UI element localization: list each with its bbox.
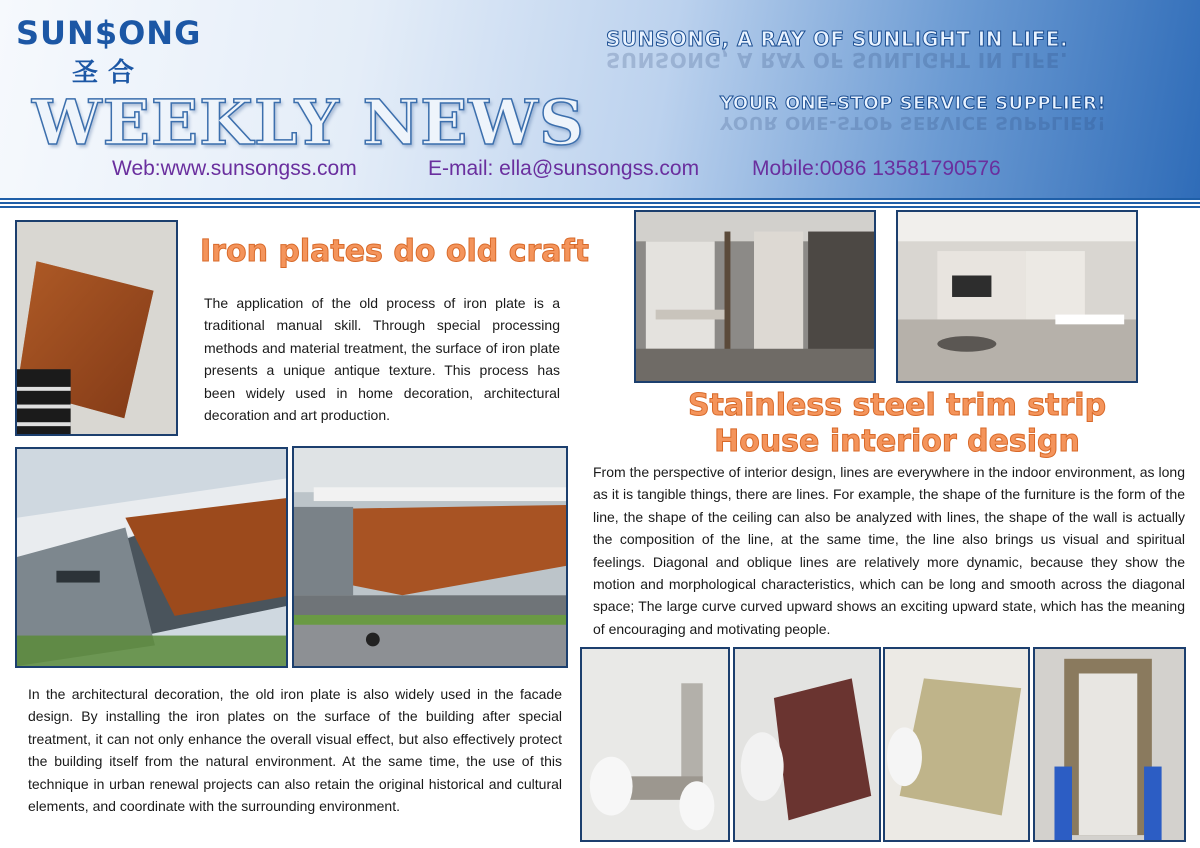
building-facade-photo-2 [292,446,568,668]
logo-chinese-text: 圣合 [72,58,145,88]
iron-section-title: Iron plates do old craft [200,234,589,269]
building-facade-photo-1 [15,447,288,668]
header-banner [0,0,1200,198]
interior-living-room-photo [896,210,1138,383]
logo-text: SUN$ONG [16,14,202,52]
iron-paragraph: The application of the old process of iron plate is a traditional manual skill. Through special processing methods and material treatment, the surface of iron plate presents a unique antique texture. This process has been widely used in home decoration, architectural decoration and art production. [204,295,560,424]
sunsong-logo [16,14,216,88]
rusty-iron-plate-photo [15,220,178,436]
steel-section-title-line-1: Stainless steel trim strip [687,388,1107,423]
slogan-sunlight-reflection: SUNSONG, A RAY OF SUNLIGHT IN LIFE. [606,48,1069,72]
interior-design-paragraph: From the perspective of interior design, lines are everywhere in the indoor environment, as long as it is tangible things, there are lines. For example, the shape of the furniture is the form of the line, the shape of the ceiling can also be analyzed with lines, the shape of the wall is actually the composition of the line, at the same time, the line also brings us visual and spiritual feelings. Diagonal and oblique lines are relatively more dynamic, because they show the motion and morphological characteristics, which can be long and smooth across the diagonal space; The large curve curved upward shows an exciting upward state, which has the meaning of encouraging and motivating people. [593,464,1185,637]
contact-email: E-mail: ella@sunsongss.com [428,157,700,180]
steel-sheet-gold-photo [883,647,1030,842]
steel-section-title-line-2: House interior design [714,424,1080,459]
newsletter-title: WEEKLY NEWS [32,86,585,159]
steel-l-strip-photo [580,647,730,842]
contact-mobile: Mobile:0086 13581790576 [752,157,1001,180]
steel-door-frame-photo [1033,647,1186,842]
architectural-paragraph: In the architectural decoration, the old iron plate is also widely used in the facade design. By installing the iron plates on the surface of the building after special treatment, it can not only enhance the overall visual effect, but also effectively protect the building itself from the natural environment. At the same time, the use of this technique in urban renewal projects can also retain the original historical and cultural elements, and coordinate with the surrounding environment. [28,686,562,815]
interior-dining-photo [634,210,876,383]
slogan-service-reflection: YOUR ONE-STOP SERVICE SUPPLIER! [720,112,1107,133]
steel-sheet-brown-photo [733,647,881,842]
slogan-sunlight: SUNSONG, A RAY OF SUNLIGHT IN LIFE. [606,27,1069,51]
contact-website: Web:www.sunsongss.com [112,157,357,180]
slogan-service: YOUR ONE-STOP SERVICE SUPPLIER! [720,93,1107,114]
header-divider-stripes [0,198,1200,210]
